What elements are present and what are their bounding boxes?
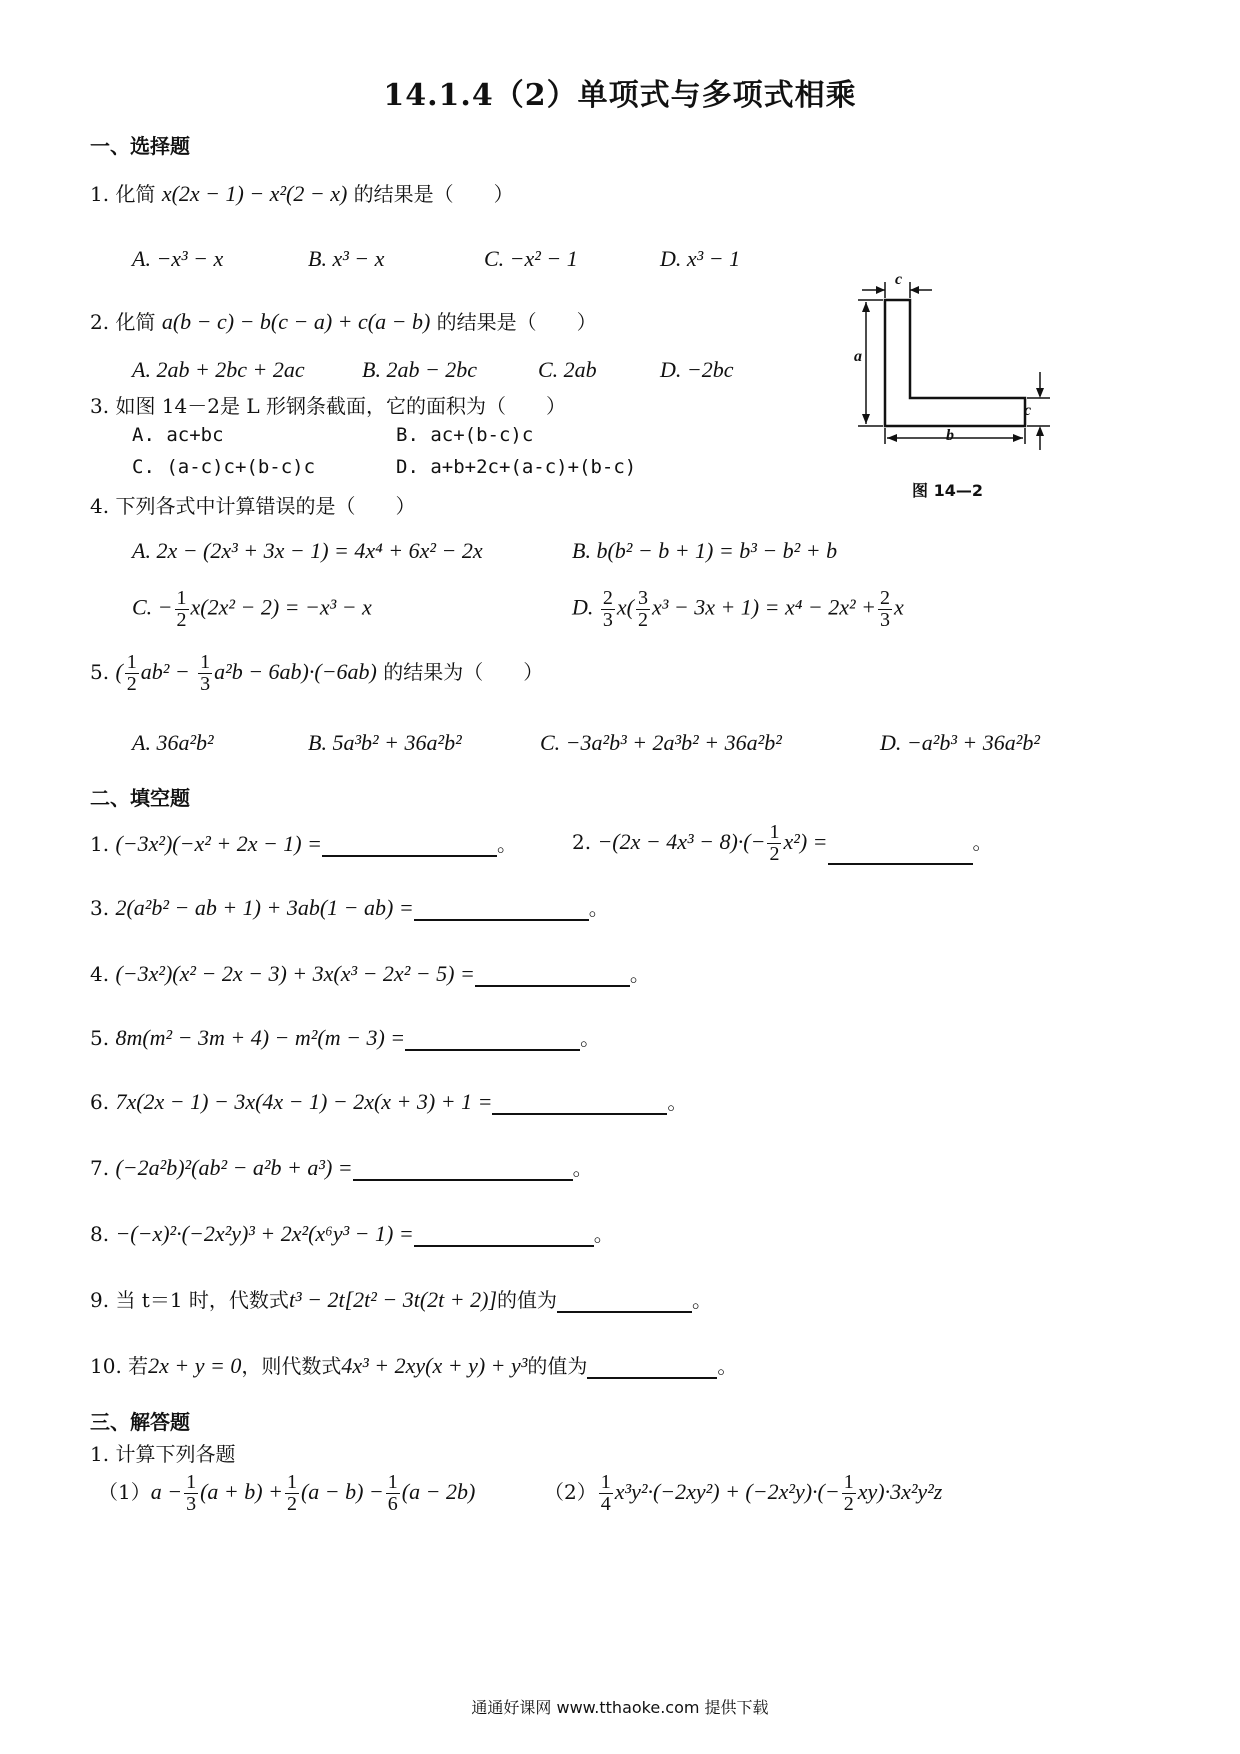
math-expression: a(b − c) − b(c − a) + c(a − b) — [161, 309, 431, 334]
question-number: 5. — [90, 660, 110, 684]
option-c: C. − $\frac{1}{2}$ x(2x² − 2) = −x³ − x — [132, 587, 372, 631]
mc-question-4 — [90, 490, 415, 519]
fraction-one-half: $\frac{1}{2}$ — [769, 821, 780, 865]
mc-question-2 — [90, 306, 597, 335]
option-a: A. ac+bc — [132, 424, 224, 446]
fill-question-4: 4. (−3x²)(x² − 2x − 3) + 3x(x³ − 2x² − 5) = 。 — [90, 961, 650, 986]
option-d: D. −2bc — [660, 357, 734, 382]
answer-blank[interactable] — [353, 1157, 573, 1181]
dimension-label-b: b — [946, 427, 954, 444]
fraction-one-half: $\frac{1}{2}$ — [176, 587, 187, 631]
option-c: C. 2ab — [538, 357, 597, 382]
fraction-two-thirds: $\frac{2}{3}$ — [602, 587, 613, 631]
dimension-label-a: a — [854, 348, 862, 365]
fraction-one-half: $\frac{1}{2}$ — [843, 1471, 854, 1515]
fraction-two-thirds: $\frac{2}{3}$ — [879, 587, 890, 631]
fill-question-9: 9. 当 t＝1 时，代数式t³ − 2t[2t² − 3t(2t + 2)]的值为 。 — [90, 1287, 713, 1312]
question-number: 2. — [90, 310, 110, 334]
answer-blank[interactable] — [414, 1223, 594, 1247]
fraction-one-sixth: $\frac{1}{6}$ — [387, 1471, 398, 1515]
answer-blank[interactable] — [492, 1091, 667, 1115]
question-text: 下列各式中计算错误的是（ ） — [115, 494, 416, 518]
question-text: 的结果是（ ） — [353, 182, 514, 206]
question-number: 1. — [90, 182, 110, 206]
fraction-one-half: $\frac{1}{2}$ — [286, 1471, 297, 1515]
question-number: 4. — [90, 494, 110, 518]
section-heading-choice: 一、选择题 — [90, 134, 190, 158]
question-number: 3. — [90, 394, 110, 418]
option-c: C. −3a²b³ + 2a³b² + 36a²b² — [540, 730, 782, 755]
option-b: B. 5a³b² + 36a²b² — [308, 730, 462, 755]
fraction-one-third: $\frac{1}{3}$ — [200, 651, 211, 695]
question-text: 如图 14－2是 L 形钢条截面，它的面积为（ ） — [115, 394, 566, 418]
option-b: B. b(b² − b + 1) = b³ − b² + b — [572, 538, 838, 563]
fill-question-2: 2. −(2x − 4x³ − 8)·(− $\frac{1}{2}$ x²) = 。 — [572, 821, 993, 865]
option-d: D. x³ − 1 — [660, 246, 741, 271]
question-text: 化简 — [115, 310, 156, 334]
option-b: B. x³ − x — [308, 246, 385, 271]
answer-blank[interactable] — [587, 1355, 717, 1379]
option-a: A. 2ab + 2bc + 2ac — [132, 357, 305, 382]
l-shape-figure — [840, 272, 1060, 452]
fill-question-6: 6. 7x(2x − 1) − 3x(4x − 1) − 2x(x + 3) + 1 = 。 — [90, 1089, 688, 1114]
option-a: A. 2x − (2x³ + 3x − 1) = 4x⁴ + 6x² − 2x — [132, 538, 483, 563]
section-heading-solve: 三、解答题 — [90, 1410, 190, 1434]
option-d: D. −a²b³ + 36a²b² — [880, 730, 1040, 755]
fraction-one-quarter: $\frac{1}{4}$ — [600, 1471, 611, 1515]
dimension-label-c: c — [1024, 402, 1032, 419]
question-text: 的结果是（ ） — [436, 310, 597, 334]
section-heading-fill: 二、填空题 — [90, 786, 190, 810]
option-a: A. −x³ − x — [132, 246, 224, 271]
dimension-label-c: c — [895, 271, 903, 288]
answer-blank[interactable] — [557, 1289, 692, 1313]
page-title: 14.1.4（2）单项式与多项式相乘 — [383, 78, 857, 113]
figure-caption: 图 14—2 — [912, 481, 983, 500]
option-b: B. 2ab − 2bc — [362, 357, 478, 382]
answer-blank[interactable] — [475, 963, 630, 987]
option-d: D. a+b+2c+(a-c)+(b-c) — [396, 456, 637, 478]
option-c: C. (a-c)c+(b-c)c — [132, 456, 316, 478]
answer-blank[interactable] — [414, 897, 589, 921]
solve-part-2: （2） $\frac{1}{4}$ x³y²·(−2xy²) + (−2x²y)·(− $\frac{1}{2}$ xy)·3x²y²z — [544, 1471, 943, 1515]
mc-question-1 — [90, 178, 514, 207]
option-c: C. −x² − 1 — [484, 246, 578, 271]
option-d: D. $\frac{2}{3}$ x( $\frac{3}{2}$ x³ − 3x + 1) = x⁴ − 2x² + $\frac{2}{3}$ x — [572, 587, 904, 631]
fraction-three-halves: $\frac{3}{2}$ — [637, 587, 648, 631]
answer-blank[interactable] — [322, 833, 497, 857]
fill-question-3: 3. 2(a²b² − ab + 1) + 3ab(1 − ab) = 。 — [90, 895, 609, 920]
fraction-one-half: $\frac{1}{2}$ — [126, 651, 137, 695]
fill-question-1: 1. (−3x²)(−x² + 2x − 1) = 。 — [90, 831, 517, 856]
answer-blank[interactable] — [405, 1027, 580, 1051]
math-expression: x(2x − 1) − x²(2 − x) — [161, 181, 348, 206]
fill-question-10: 10. 若2x + y = 0，则代数式4x³ + 2xy(x + y) + y³的值为 。 — [90, 1353, 738, 1378]
fraction-one-third: $\frac{1}{3}$ — [186, 1471, 197, 1515]
solve-question-1: 1. 计算下列各题 — [90, 1442, 236, 1466]
mc-question-3 — [90, 390, 566, 419]
question-text: 的结果为（ ） — [383, 660, 544, 684]
option-b: B. ac+(b-c)c — [396, 424, 534, 446]
mc-question-5: 5. ( $\frac{1}{2}$ ab² − $\frac{1}{3}$ a²b − 6ab)·(−6ab) 的结果为（ ） — [90, 651, 544, 695]
answer-blank[interactable] — [828, 841, 973, 865]
fill-question-7: 7. (−2a²b)²(ab² − a²b + a³) = 。 — [90, 1155, 593, 1180]
question-text: 化简 — [115, 182, 156, 206]
solve-part-1: （1）a − $\frac{1}{3}$ (a + b) + $\frac{1}{2}$ (a − b) − $\frac{1}{6}$ (a − 2b) — [98, 1471, 476, 1515]
option-a: A. 36a²b² — [132, 730, 214, 755]
fill-question-8: 8. −(−x)²·(−2x²y)³ + 2x²(x⁶y³ − 1) = 。 — [90, 1221, 614, 1246]
page-footer: 通通好课网 www.tthaoke.com 提供下载 — [471, 1698, 769, 1717]
fill-question-5: 5. 8m(m² − 3m + 4) − m²(m − 3) = 。 — [90, 1025, 601, 1050]
